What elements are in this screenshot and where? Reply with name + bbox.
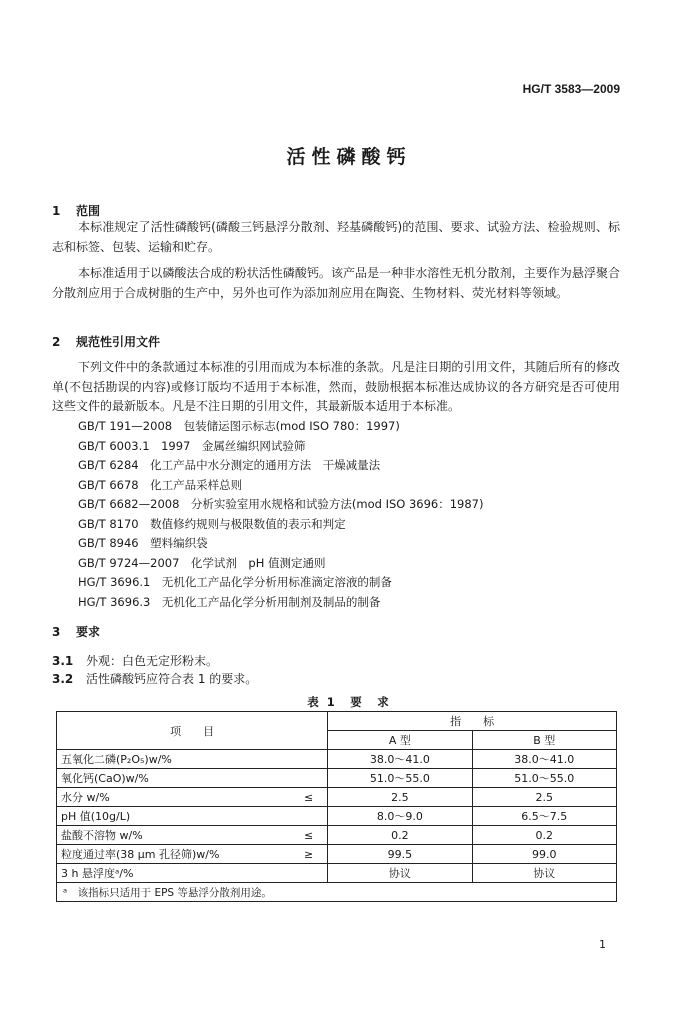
- requirements-table: [56, 711, 617, 902]
- row-value-a: 协议: [328, 864, 472, 883]
- row-item: 水分 w/%: [57, 788, 291, 807]
- table-row: [57, 769, 617, 788]
- table-row: [57, 864, 617, 883]
- row-item: 盐酸不溶物 w/%: [57, 826, 291, 845]
- row-symbol: ≤: [290, 826, 328, 845]
- row-value-b: 51.0～55.0: [472, 769, 616, 788]
- header-type-b: B 型: [472, 731, 616, 750]
- row-item: 粒度通过率(38 μm 孔径筛)w/%: [57, 845, 291, 864]
- row-symbol: [290, 864, 328, 883]
- table-row: [57, 788, 617, 807]
- section-title: 范围: [76, 204, 101, 218]
- reference-item: GB/T 8946 塑料编织袋: [78, 536, 208, 550]
- section-1-heading: [52, 202, 100, 219]
- reference-item: GB/T 6003.1 1997 金属丝编织网试验筛: [78, 438, 306, 453]
- table-header-row: [57, 712, 617, 731]
- row-value-b: 2.5: [472, 788, 616, 807]
- section-number: 2: [52, 335, 61, 349]
- header-type-a: A 型: [328, 731, 472, 750]
- row-symbol: [290, 769, 328, 788]
- row-value-b: 38.0～41.0: [472, 750, 616, 769]
- row-value-a: 51.0～55.0: [328, 769, 472, 788]
- row-value-b: 6.5～7.5: [472, 807, 616, 826]
- scope-paragraph-1: 本标准规定了活性磷酸钙(磷酸三钙悬浮分散剂、羟基磷酸钙)的范围、要求、试验方法、检验规则、标志和标签、包装、运输和贮存。: [52, 220, 620, 254]
- reference-item: GB/T 6682—2008 分析实验室用水规格和试验方法(mod ISO 3696：1987): [78, 497, 484, 511]
- table-footnote: ᵃ 该指标只适用于 EPS 等悬浮分散剂用途。: [57, 883, 617, 902]
- header-item: 项 目: [57, 712, 328, 750]
- clause-text: 活性磷酸钙应符合表 1 的要求。: [86, 672, 258, 686]
- row-item: pH 值(10g/L): [57, 807, 291, 826]
- table-note-row: [57, 883, 617, 902]
- row-symbol: [290, 750, 328, 769]
- clause-number: 3.2: [52, 672, 74, 686]
- row-symbol: ≥: [290, 845, 328, 864]
- section-2-heading: [52, 333, 160, 350]
- table-row: [57, 845, 617, 864]
- clause-3-1: [52, 652, 218, 669]
- row-value-a: 2.5: [328, 788, 472, 807]
- row-value-b: 0.2: [472, 826, 616, 845]
- reference-item: GB/T 6678 化工产品采样总则: [78, 477, 243, 492]
- page-number: 1: [599, 938, 606, 951]
- reference-item: GB/T 9724—2007 化学试剂 pH 值测定通则: [78, 555, 326, 570]
- reference-item: GB/T 8170 数值修约规则与极限数值的表示和判定: [78, 516, 346, 531]
- header-index: 指 标: [328, 712, 617, 731]
- reference-item: HG/T 3696.3 无机化工产品化学分析用制剂及制品的制备: [78, 594, 381, 609]
- reference-item: HG/T 3696.1 无机化工产品化学分析用标准滴定溶液的制备: [78, 575, 392, 589]
- table-row: [57, 750, 617, 769]
- row-value-b: 99.0: [472, 845, 616, 864]
- row-value-a: 38.0～41.0: [328, 750, 472, 769]
- document-title: 活性磷酸钙: [286, 146, 412, 168]
- reference-item: GB/T 191—2008 包装储运图示标志(mod ISO 780：1997): [78, 419, 400, 433]
- refs-paragraph: 下列文件中的条款通过本标准的引用而成为本标准的条款。凡是注日期的引用文件，其随后所有的修改单(不包括勘误的内容)或修订版均不适用于本标准，然而，鼓励根据本标准达成协议的各方研究是否可使用这些文件的最新版本。凡是不注日期的引用文件，其最新版本适用于本标准。: [52, 360, 620, 413]
- row-value-b: 协议: [472, 864, 616, 883]
- section-title: 规范性引用文件: [76, 335, 161, 349]
- table-caption: 表 1 要 求: [307, 695, 391, 709]
- clause-number: 3.1: [52, 654, 74, 668]
- standard-code: HG/T 3583—2009: [522, 82, 620, 96]
- section-number: 1: [52, 204, 61, 218]
- row-item: 五氧化二磷(P₂O₅)w/%: [57, 750, 291, 769]
- row-symbol: [290, 807, 328, 826]
- section-title: 要求: [76, 625, 101, 639]
- table-row: [57, 807, 617, 826]
- row-value-a: 8.0～9.0: [328, 807, 472, 826]
- row-value-a: 99.5: [328, 845, 472, 864]
- table-row: [57, 826, 617, 845]
- row-value-a: 0.2: [328, 826, 472, 845]
- clause-text: 外观：白色无定形粉末。: [86, 654, 219, 668]
- scope-paragraph-2: 本标准适用于以磷酸法合成的粉状活性磷酸钙。该产品是一种非水溶性无机分散剂，主要作为悬浮聚合分散剂应用于合成树脂的生产中，另外也可作为添加剂应用在陶瓷、生物材料、荧光材料等领域。: [52, 266, 620, 300]
- section-number: 3: [52, 625, 61, 639]
- row-item: 氧化钙(CaO)w/%: [57, 769, 291, 788]
- row-symbol: ≤: [290, 788, 328, 807]
- clause-3-2: [52, 670, 257, 687]
- reference-item: GB/T 6284 化工产品中水分测定的通用方法 干燥减量法: [78, 458, 381, 472]
- section-3-heading: [52, 623, 100, 640]
- reference-list: [78, 417, 484, 612]
- row-item: 3 h 悬浮度ᵃ/%: [57, 864, 291, 883]
